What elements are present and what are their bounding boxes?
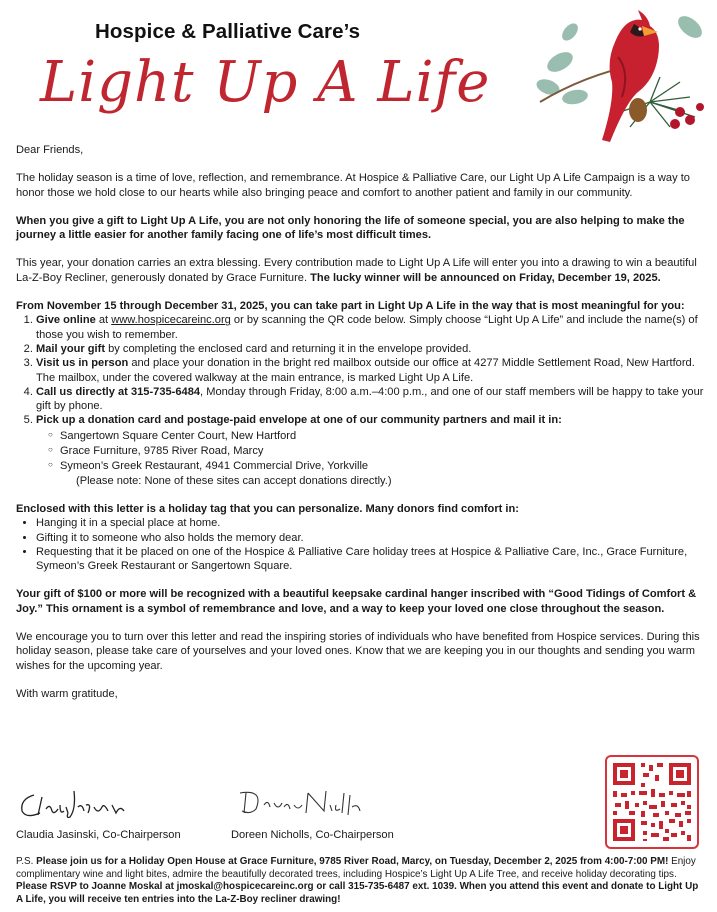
winner-announcement: The lucky winner will be announced on Friday, December 19, 2025. [310, 271, 661, 284]
tag-idea-item: • Gifting it to someone who also holds the memory dear. [36, 531, 706, 545]
ps-label: P.S. [16, 856, 37, 867]
closing-paragraph: We encourage you to turn over this letter and read the inspiring stories of individuals who have benefited from Hospice services. During this holiday season, please take care of yourselves and your loved ones. Know that we are keeping you in our thoughts and sending you warm wishes for the upcoming year. [16, 631, 700, 672]
way-title: Pick up a donation card and postage-paid envelope at one of our community partners and mail it in: [36, 414, 562, 427]
website-link[interactable]: www.hospicecareinc.org [111, 314, 231, 327]
gift-text: Your gift of $100 or more will be recognized with a beautiful keepsake cardinal hanger inscribed with “Good Tidings of Comfort & Joy.” This ornament is a symbol of remembrance and love, and a way to keep your loved one close throughout the season. [16, 588, 697, 615]
way-item [36, 385, 706, 414]
ps-open-house: Please join us for a Holiday Open House at Grace Furniture, 9785 River Road, Marcy, on Tuesday, December 2, 2025 from 4:00-7:00 PM! [36, 856, 669, 867]
way-title: Call us directly at 315-735-6484 [36, 385, 201, 398]
signature-doreen [234, 785, 364, 823]
partner-item: ○ Sangertown Square Center Court, New Hartford [62, 428, 706, 443]
way-text: by completing the enclosed card and returning it in the envelope provided. [105, 342, 472, 355]
drawing-paragraph [16, 256, 706, 285]
ps-rsvp: Please RSVP to Joanne Moskal at jmoskal@hospicecareinc.org or call 315-735-6487 ext. 1039. When you attend this event and donate to Light Up A Life, you will receive ten entries into the La-Z-Boy recliner drawing! [16, 881, 699, 905]
impact-paragraph [16, 214, 706, 243]
way-title: Give online [36, 314, 96, 327]
way-text: at [95, 314, 112, 327]
way-text: and place your donation in the bright red mailbox outside our office at 4277 Middle Settlement Road, New Hartford. The mailbox, under the covered walkway at the main entrance, is marked Light Up A Life. [36, 357, 695, 384]
tag-idea-item: • Hanging it in a special place at home. [36, 516, 706, 530]
way-item [36, 356, 706, 385]
signer-name-2: Doreen Nicholls, Co-Chairperson [231, 829, 394, 841]
signature-claudia [16, 785, 146, 823]
partners-list [36, 428, 706, 474]
letter-body [16, 143, 706, 701]
impact-text: When you give a gift to Light Up A Life, you are not only honoring the life of someone special, you are also helping to make the journey a little easier for another family facing one of life’s most difficult times. [16, 214, 685, 242]
qr-code[interactable] [605, 755, 699, 849]
tag-ideas-list [16, 516, 706, 573]
intro-paragraph: The holiday season is a time of love, reflection, and remembrance. At Hospice & Palliative Care, our Light Up A Life Campaign is a way to honor those we hold close to our hearts while also bringing peace and comfort to another patient and family in our community. [16, 172, 690, 199]
postscript [16, 856, 706, 906]
campaign-script-title: Light Up A Life [40, 50, 491, 115]
signer-name-1: Claudia Jasinski, Co-Chairperson [16, 829, 181, 841]
way-text: or by scanning the QR code below. Simply choose “Light Up A Life” and include the name(s) of those you wish to remember. [36, 314, 698, 341]
ways-intro-text: From November 15 through December 31, 2025, you can take part in Light Up A Life in the way that is most meaningful for you: [16, 300, 685, 313]
cardinal-illustration [530, 2, 715, 147]
way-item [36, 413, 706, 487]
ways-list [16, 313, 706, 488]
way-text: , Monday through Friday, 8:00 a.m.–4:00 p.m., and one of our staff members will be happy to take your gift by phone. [36, 385, 704, 413]
partner-item: ○ Symeon’s Greek Restaurant, 4941 Commercial Drive, Yorkville [62, 458, 706, 473]
signoff: With warm gratitude, [16, 687, 118, 700]
tag-idea-item: • Requesting that it be placed on one of the Hospice & Palliative Care holiday trees at Hospice & Palliative Care, Inc., Grace Furniture, Symeon’s Greek Restaurant or Sangertown Square. [36, 545, 706, 574]
greeting: Dear Friends, [16, 144, 84, 156]
partners-note: (Please note: None of these sites can accept donations directly.) [76, 474, 392, 487]
gift-paragraph [16, 587, 706, 616]
header-title: Hospice & Palliative Care’s [95, 20, 361, 43]
way-title: Mail your gift [36, 342, 106, 355]
tag-intro [16, 502, 706, 516]
signatures [16, 785, 576, 845]
way-item [36, 313, 706, 342]
ps-details: Enjoy complimentary wine and light bites, admire the beautifully decorated trees, including Hospice’s Light Up A Life Tree, and receive holiday decorating tips. [16, 856, 696, 880]
way-title: Visit us in person [36, 357, 129, 370]
tag-intro-text: Enclosed with this letter is a holiday tag that you can personalize. Many donors find comfort in: [16, 502, 519, 515]
partner-item: ○ Grace Furniture, 9785 River Road, Marcy [62, 443, 706, 458]
way-item [36, 342, 706, 356]
ways-intro [16, 299, 706, 313]
drawing-text: This year, your donation carries an extra blessing. Every contribution made to Light Up A Life will enter you into a drawing to win a beautiful La-Z-Boy Recliner, generously donated by Grace Furniture. [16, 257, 697, 284]
